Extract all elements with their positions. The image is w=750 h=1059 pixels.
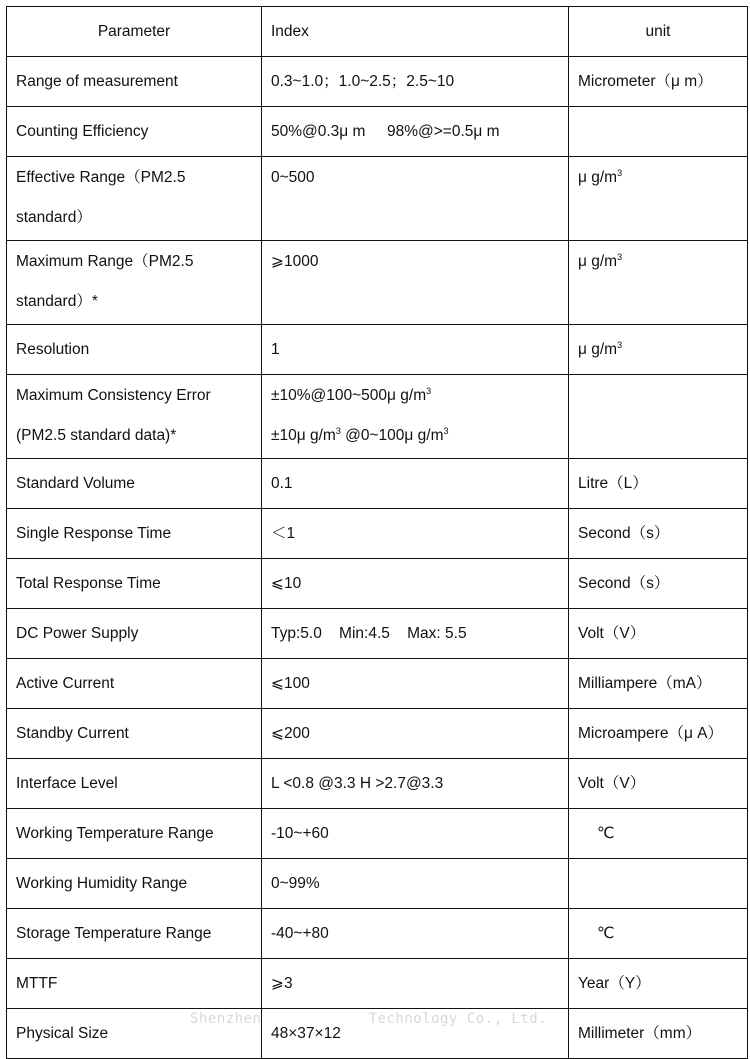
index-cell: 1 <box>262 325 569 375</box>
parameter-cell <box>7 375 262 459</box>
unit-cell: Volt（V） <box>569 609 748 659</box>
table-row <box>7 659 748 709</box>
index-cell: -40~+80 <box>262 909 569 959</box>
index-superscript: 3 <box>443 426 449 436</box>
index-cell: ⩾1000 <box>262 241 569 325</box>
index-line <box>271 376 559 416</box>
index-text: ±10μ g/m <box>271 427 336 444</box>
table-row <box>7 509 748 559</box>
index-text: @0~100μ g/m <box>340 427 444 444</box>
index-text: ±10%@100~500μ g/m <box>271 387 427 404</box>
parameter-cell <box>7 157 262 241</box>
table-row <box>7 709 748 759</box>
table-row <box>7 325 748 375</box>
table-header-row <box>7 7 748 57</box>
parameter-cell: Single Response Time <box>7 509 262 559</box>
unit-cell: Volt（V） <box>569 759 748 809</box>
parameter-line: Effective Range（PM2.5 <box>16 169 186 186</box>
index-line <box>271 416 559 456</box>
parameter-line: (PM2.5 standard data)* <box>16 427 177 444</box>
watermark-text: Shenzhen Technology Co., Ltd. <box>190 1011 548 1027</box>
unit-cell <box>569 325 748 375</box>
unit-base: μ g/m <box>578 253 618 270</box>
table-row <box>7 241 748 325</box>
index-cell: 0~99% <box>262 859 569 909</box>
index-cell: 0.1 <box>262 459 569 509</box>
index-cell: ⩽10 <box>262 559 569 609</box>
table-row <box>7 157 748 241</box>
index-cell: ⩾3 <box>262 959 569 1009</box>
parameter-cell: Active Current <box>7 659 262 709</box>
unit-cell <box>569 157 748 241</box>
index-cell: 0~500 <box>262 157 569 241</box>
parameter-cell: Working Humidity Range <box>7 859 262 909</box>
unit-cell: ℃ <box>569 909 748 959</box>
unit-cell: Microampere（μ A） <box>569 709 748 759</box>
index-cell: 50%@0.3μ m 98%@>=0.5μ m <box>262 107 569 157</box>
table-row <box>7 375 748 459</box>
unit-cell: Litre（L） <box>569 459 748 509</box>
index-cell: 48×37×12 <box>262 1009 569 1059</box>
unit-cell <box>569 859 748 909</box>
table-row <box>7 609 748 659</box>
index-superscript: 3 <box>426 386 432 396</box>
parameter-cell: Interface Level <box>7 759 262 809</box>
parameter-cell: Resolution <box>7 325 262 375</box>
table-row <box>7 107 748 157</box>
unit-cell: Milliampere（mA） <box>569 659 748 709</box>
parameter-line: standard）* <box>16 293 98 310</box>
header-unit: unit <box>569 7 748 57</box>
index-cell <box>262 375 569 459</box>
parameter-line: standard） <box>16 209 92 226</box>
header-parameter: Parameter <box>7 7 262 57</box>
parameter-cell: Counting Efficiency <box>7 107 262 157</box>
unit-base: μ g/m <box>578 169 618 186</box>
table-row <box>7 859 748 909</box>
unit-cell: Millimeter（mm） <box>569 1009 748 1059</box>
table-row <box>7 559 748 609</box>
table-row <box>7 1009 748 1059</box>
parameter-cell: Working Temperature Range <box>7 809 262 859</box>
header-index: Index <box>262 7 569 57</box>
table-row <box>7 57 748 107</box>
unit-cell: ℃ <box>569 809 748 859</box>
unit-cell <box>569 241 748 325</box>
parameter-cell: Standard Volume <box>7 459 262 509</box>
table-row <box>7 459 748 509</box>
index-cell: 0.3~1.0；1.0~2.5；2.5~10 <box>262 57 569 107</box>
table-row <box>7 959 748 1009</box>
unit-superscript: 3 <box>617 168 623 178</box>
table-row <box>7 759 748 809</box>
index-cell: -10~+60 <box>262 809 569 859</box>
parameter-cell: Total Response Time <box>7 559 262 609</box>
unit-base: μ g/m <box>578 340 618 358</box>
parameter-line: Maximum Range（PM2.5 <box>16 253 194 270</box>
parameter-cell: MTTF <box>7 959 262 1009</box>
unit-cell: Second（s） <box>569 559 748 609</box>
index-cell: ⩽100 <box>262 659 569 709</box>
index-superscript: 3 <box>335 426 341 436</box>
unit-cell <box>569 375 748 459</box>
unit-superscript: 3 <box>617 339 623 350</box>
spec-table <box>6 6 748 1059</box>
unit-cell: Micrometer（μ m） <box>569 57 748 107</box>
index-cell: ＜1 <box>262 509 569 559</box>
parameter-cell: DC Power Supply <box>7 609 262 659</box>
unit-cell: Second（s） <box>569 509 748 559</box>
parameter-cell: Standby Current <box>7 709 262 759</box>
unit-cell <box>569 107 748 157</box>
table-row <box>7 909 748 959</box>
unit-cell: Year（Y） <box>569 959 748 1009</box>
table-row <box>7 809 748 859</box>
index-cell: L <0.8 @3.3 H >2.7@3.3 <box>262 759 569 809</box>
parameter-cell: Range of measurement <box>7 57 262 107</box>
parameter-cell <box>7 241 262 325</box>
index-cell: Typ:5.0 Min:4.5 Max: 5.5 <box>262 609 569 659</box>
parameter-line: Maximum Consistency Error <box>16 387 211 404</box>
parameter-cell: Physical Size <box>7 1009 262 1059</box>
unit-superscript: 3 <box>617 252 623 262</box>
parameter-cell: Storage Temperature Range <box>7 909 262 959</box>
index-cell: ⩽200 <box>262 709 569 759</box>
